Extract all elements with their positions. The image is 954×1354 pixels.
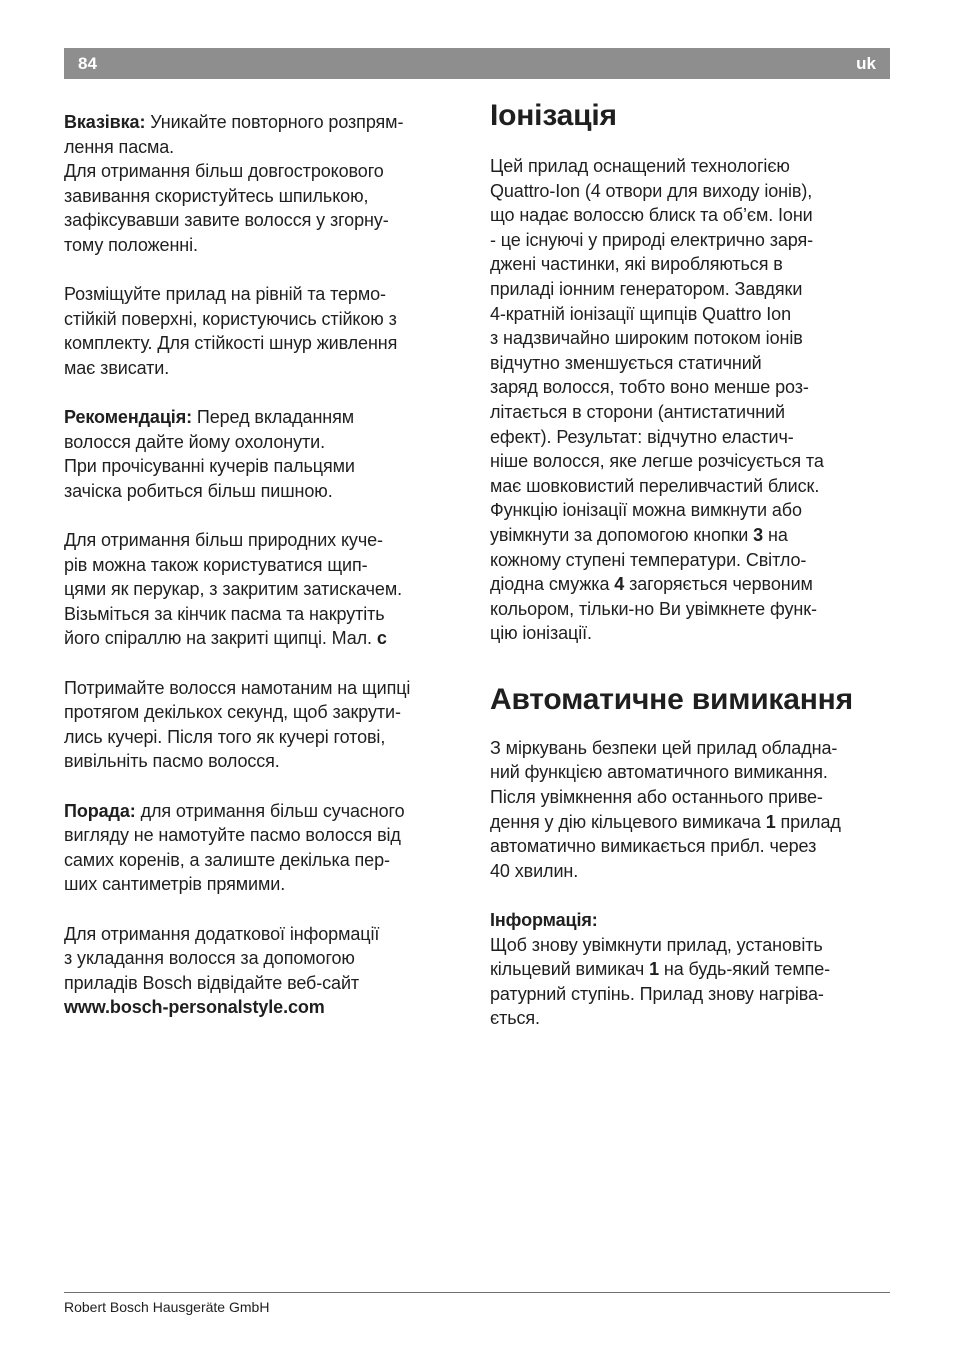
hold-text: лись кучері. Після того як кучері готові, (64, 726, 386, 747)
ionization-text: має шовковистий переливчастий блиск. (490, 475, 820, 496)
recommendation-text: При прочісуванні кучерів пальцями (64, 456, 355, 477)
tip-text: вигляду не намотуйте пасмо волосся від (64, 825, 401, 846)
footer-divider (64, 1292, 890, 1293)
natural-curls-text: рів можна також користуватися щип- (64, 554, 368, 575)
header-bar (64, 48, 890, 79)
placement-paragraph (64, 282, 466, 380)
natural-curls-text: Для отримання більш природних куче- (64, 530, 383, 551)
left-column (64, 110, 466, 1045)
ionization-text: Цей прилад оснащений технологією (490, 156, 790, 176)
information-text: кільцевий вимикач (490, 959, 650, 980)
auto-off-text: дення у дію кільцевого вимикача (490, 811, 766, 832)
page-number: 84 (78, 54, 97, 73)
auto-off-text: З міркувань безпеки цей прилад обладна- (490, 737, 838, 758)
note-text: тому положенні. (64, 234, 198, 255)
ionization-text: на (763, 524, 788, 545)
placement-text: Розміщуйте прилад на рівній та термо- (64, 284, 386, 305)
placement-text: має звисати. (64, 357, 170, 378)
information-text: Щоб знову увімкнути прилад, установіть (490, 934, 823, 955)
ionization-text: джені частинки, які виробляються в (490, 254, 783, 275)
button-reference: 3 (753, 524, 764, 545)
ionization-text: кольором, тільки-но Ви увімкнете функ- (490, 598, 817, 619)
placement-text: комплекту. Для стійкості шнур живлення (64, 333, 398, 354)
led-reference: 4 (614, 574, 625, 595)
auto-off-paragraph (490, 736, 894, 884)
note-label: Вказівка: (64, 112, 146, 132)
ionization-text: увімкнути за допомогою кнопки (490, 524, 754, 545)
language-code: uk (856, 54, 876, 73)
recommendation-paragraph (64, 405, 466, 503)
auto-off-text: автоматично вимикається прибл. через (490, 836, 817, 857)
recommendation-label: Рекомендація: (64, 407, 192, 428)
ionization-text: цію іонізації. (490, 623, 592, 644)
more-info-paragraph (64, 922, 466, 1020)
ionization-text: діодна смужка (490, 574, 615, 595)
natural-curls-text: цями як перукар, з закритим затискачем. (64, 579, 403, 600)
tip-text: ших сантиметрів прямими. (64, 874, 286, 895)
auto-off-heading: Автоматичне вимикання (490, 682, 853, 716)
switch-reference: 1 (765, 811, 776, 832)
ionization-text: заряд волосся, тобто воно менше роз- (490, 377, 809, 398)
note-text: Для отримання більш довгострокового (64, 161, 384, 182)
auto-off-text: Після увімкнення або останнього приве- (490, 787, 823, 808)
natural-curls-text: його спіраллю на закриті щипці. Мал. (64, 628, 377, 649)
ionization-text: Функцію іонізації можна вимкнути або (490, 500, 802, 521)
more-info-text: з укладання волосся за допомогою (64, 948, 355, 969)
ionization-text: - це існуючі у природі електрично заря- (490, 229, 814, 250)
natural-curls-text: Візьміться за кінчик пасма та накрутіть (64, 603, 385, 624)
website-link[interactable]: www.bosch-personalstyle.com (64, 997, 325, 1018)
information-text: ється. (490, 1008, 540, 1029)
switch-reference: 1 (649, 959, 659, 980)
recommendation-text: волосся дайте йому охолонути. (64, 431, 325, 452)
note-text: Уникайте повторного розпрям- (145, 112, 404, 132)
ionization-text: що надає волоссю блиск та об’єм. Іони (490, 205, 813, 226)
footer-company: Robert Bosch Hausgeräte GmbH (64, 1299, 270, 1315)
note-text: лення пасма. (64, 136, 175, 157)
tip-text: для отримання більш сучасного (135, 800, 405, 821)
hold-text: вивільніть пасмо волосся. (64, 751, 280, 772)
hold-paragraph (64, 676, 466, 774)
note-text: завивання скористуйтесь шпилькою, (64, 185, 369, 206)
recommendation-text: Перед вкладанням (192, 407, 355, 428)
ionization-text: 4-кратній іонізації щипців Quattro Ion (490, 303, 792, 324)
ionization-heading: Іонізація (490, 99, 617, 132)
right-column (490, 96, 894, 1056)
ionization-paragraph (490, 154, 894, 646)
information-text: ратурний ступінь. Прилад знову нагріва- (490, 983, 824, 1004)
information-label: Інформація: (490, 910, 598, 931)
tip-label: Порада: (64, 800, 136, 821)
placement-text: стійкій поверхні, користуючись стійкою з (64, 308, 397, 329)
note-paragraph (64, 110, 466, 258)
ionization-text: відчутно зменшується статичний (490, 352, 762, 373)
auto-off-text: ний функцією автоматичного вимикання. (490, 762, 828, 783)
more-info-text: приладів Bosch відвідайте веб-сайт (64, 972, 360, 993)
recommendation-text: зачіска робиться більш пишною. (64, 480, 333, 501)
tip-text: самих коренів, а залиште декілька пер- (64, 849, 390, 870)
ionization-text: кожному ступені температури. Світло- (490, 549, 807, 570)
hold-text: Потримайте волосся намотаним на щипці (64, 677, 411, 698)
information-paragraph (490, 908, 894, 1031)
auto-off-text: прилад (775, 811, 841, 832)
ionization-text: ніше волосся, яке легше розчісується та (490, 451, 824, 472)
ionization-text: загоряється червоним (624, 574, 813, 595)
ionization-text: з надзвичайно широким потоком іонів (490, 328, 803, 349)
note-text: зафіксувавши завите волосся у згорну- (64, 210, 389, 231)
tip-paragraph (64, 799, 466, 897)
figure-reference: c (376, 628, 387, 649)
natural-curls-paragraph (64, 528, 466, 651)
hold-text: протягом декількох секунд, щоб закрути- (64, 702, 401, 723)
ionization-text: Quattro-Ion (4 отвори для виходу іонів), (490, 180, 813, 201)
information-text: на будь-який темпе- (658, 959, 831, 980)
ionization-text: ефект). Результат: відчутно еластич- (490, 426, 794, 447)
ionization-text: літається в сторони (антистатичний (490, 401, 785, 422)
more-info-text: Для отримання додаткової інформації (64, 923, 380, 944)
auto-off-text: 40 хвилин. (490, 860, 579, 881)
ionization-text: приладі іонним генератором. Завдяки (490, 278, 803, 299)
